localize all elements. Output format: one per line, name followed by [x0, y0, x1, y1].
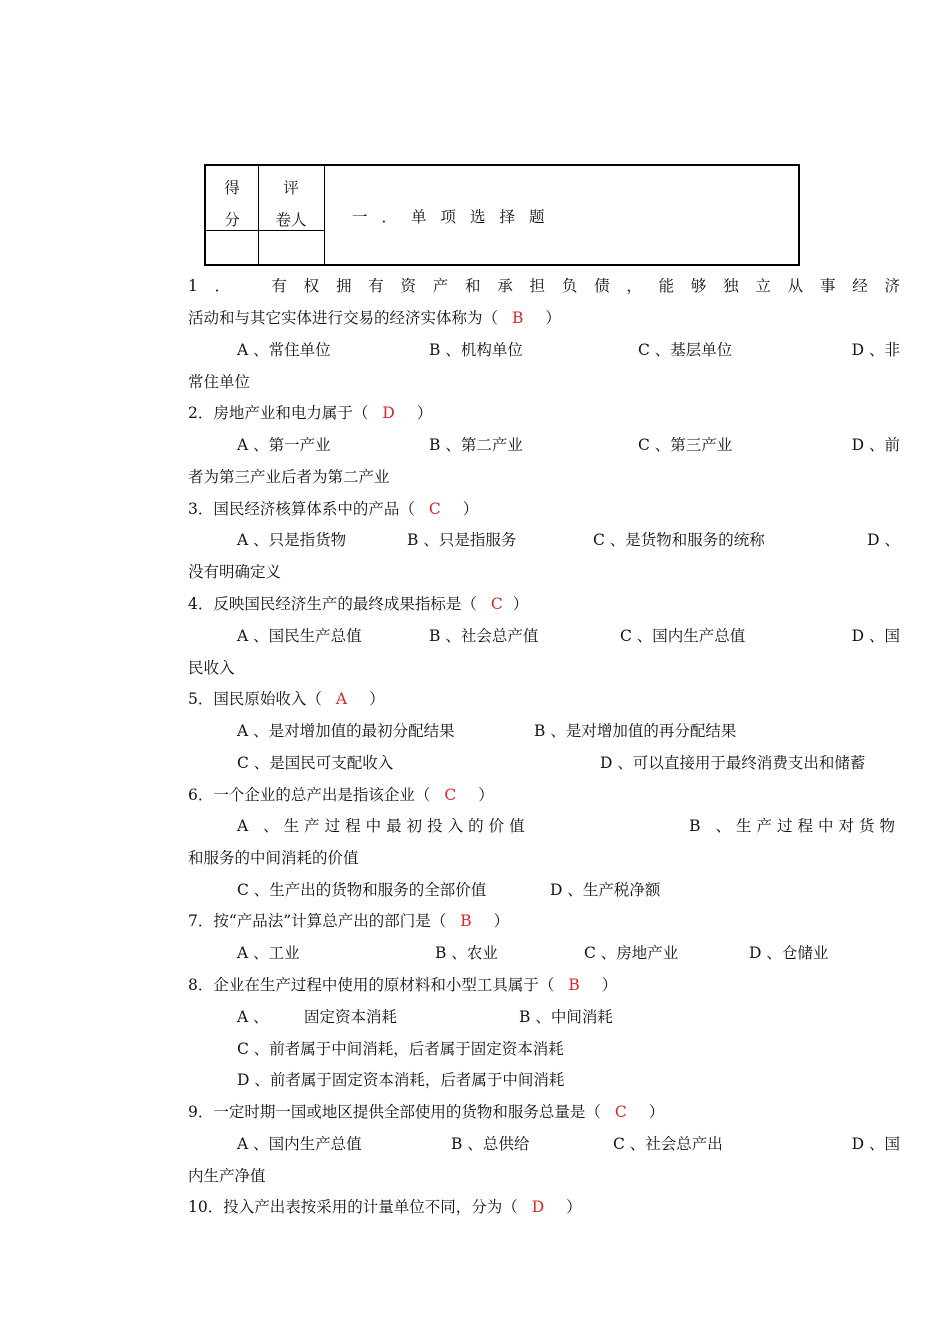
answer-3: C: [428, 500, 441, 518]
question-4-options-cont: 民收入: [188, 659, 235, 677]
exam-page: 得 分 评 卷人 一．单项选择题 1． 有权拥有资产和承担负债，能够独立从事经济 活动和与其它实体进行交易的经济实体称为（ B ） A 、常住单位 B 、机构单位 C 、基层单位 D 、非 常住单位 2．房地产业和电力属于（ D ） A 、第一产业 B 、第二产业 C 、第三产业 D 、前 者为第三产业后者为第二产业 3．国民经济核算体系中的产品（ C ） A 、只是指货物 B 、只是指服务 C 、是货物和服务的统称 D 、 没有明确定义 4．反映国民经济生产的最终成果指标是（ C ） A 、国民生产总值 B 、社会总产值 C 、国内生产总值 D 、国 民收入 5．国民原始收入（ A ） A 、是对增加值的最初分配结果 B 、是对增加值的再分配结果 C 、是国民可支配收入 D 、可以直接用于最终消费支出和储蓄 6．一个企业的总产出是指该企业（ C ） A 、生产过程中最初投入的价值 B 、生产过程中对货物 和服务的中间消耗的价值 C 、生产出的货物和服务的全部价值 D 、生产税净额 7．按“产品法”计算总产出的部门是（ B ） A 、工业 B 、农业 C 、房地产业 D 、仓储业 8．企业在生产过程中使用的原材料和小型工具属于（ B ） A 、 固定资本消耗 B 、中间消耗 C 、前者属于中间消耗，后者属于固定资本消耗 D 、前者属于固定资本消耗，后者属于中间消耗 9．一定时期一国或地区提供全部使用的货物和服务总量是（ C ） A 、国内生产总值 B 、总供给 C 、社会总产出 D 、国 内生产净值 10．投入产出表按采用的计量单位不同，分为（ D ）: [0, 0, 950, 1344]
section-title: 一．单项选择题: [352, 208, 559, 226]
question-7-stem: 7．按“产品法”计算总产出的部门是（ B ）: [188, 912, 510, 930]
question-6-options-ab-cont: 和服务的中间消耗的价值: [188, 849, 359, 867]
question-5-stem: 5．国民原始收入（ A ）: [188, 690, 385, 708]
question-8-option-d: D 、前者属于固定资本消耗，后者属于中间消耗: [237, 1071, 565, 1089]
question-6-stem: 6．一个企业的总产出是指该企业（ C ）: [188, 786, 494, 804]
score-label: 得 分: [224, 179, 240, 229]
answer-10: D: [531, 1198, 545, 1216]
answer-5: A: [335, 690, 348, 708]
question-3-options-cont: 没有明确定义: [188, 563, 282, 581]
answer-6: C: [444, 786, 457, 804]
question-1-options-cont: 常住单位: [188, 373, 251, 391]
question-2-options-cont: 者为第三产业后者为第二产业: [188, 468, 390, 486]
answer-7: B: [460, 912, 472, 930]
reviewer-label: 评 卷人: [275, 179, 307, 229]
question-8-stem: 8．企业在生产过程中使用的原材料和小型工具属于（ B ）: [188, 976, 618, 994]
answer-4: C: [490, 595, 503, 613]
question-9-options-cont: 内生产净值: [188, 1167, 266, 1185]
question-4-stem: 4．反映国民经济生产的最终成果指标是（ C ）: [188, 595, 529, 613]
answer-8: B: [568, 976, 580, 994]
answer-9: C: [614, 1103, 627, 1121]
question-10-stem: 10．投入产出表按采用的计量单位不同，分为（ D ）: [188, 1198, 582, 1216]
question-9-stem: 9．一定时期一国或地区提供全部使用的货物和服务总量是（ C ）: [188, 1103, 665, 1121]
question-8-option-c: C 、前者属于中间消耗，后者属于固定资本消耗: [237, 1040, 564, 1058]
answer-1: B: [512, 309, 524, 327]
question-3-stem: 3．国民经济核算体系中的产品（ C ）: [188, 500, 479, 518]
question-1-stem-cont: 活动和与其它实体进行交易的经济实体称为（ B ）: [188, 309, 561, 327]
answer-2: D: [382, 404, 395, 422]
question-1-stem: 1． 有权拥有资产和承担负债，能够独立从事经济: [188, 277, 900, 295]
question-2-stem: 2．房地产业和电力属于（ D ）: [188, 404, 433, 422]
